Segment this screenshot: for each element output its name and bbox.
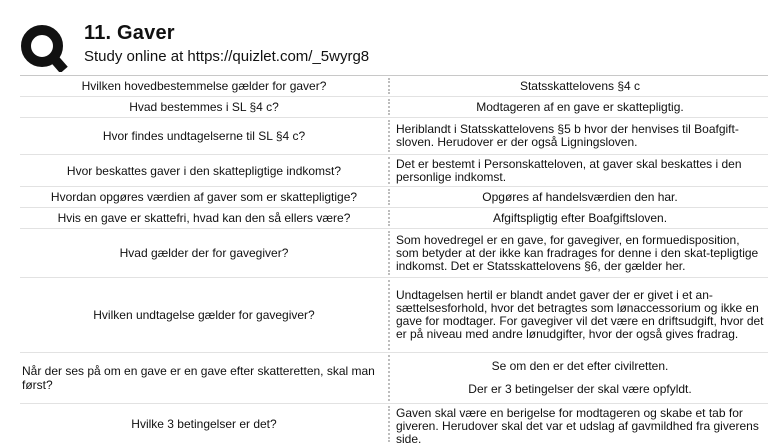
question-cell: Hvilke 3 betingelser er det? [131,417,277,431]
answer-cell: Det er bestemt i Personskatteloven, at gaver skal beskattes i den personlige indkomst. [396,156,742,184]
page-subtitle: Study online at https://quizlet.com/_5wyrg8 [84,48,370,65]
table-row [20,154,768,186]
flashcard-table [20,75,768,444]
question-cell: Hvad gælder der for gavegiver? [119,246,289,260]
question-cell: Hvor beskattes gaver i den skattepligtige indkomst? [66,163,342,178]
table-row [20,117,768,154]
question-cell: Hvilken hovedbestemmelse gælder for gaver? [81,79,327,93]
table-row [20,207,768,228]
answer-cell: Statsskattelovens §4 c [519,78,641,93]
quizlet-logo-icon [20,24,68,72]
table-row [20,228,768,277]
question-cell: Hvis en gave er skattefri, hvad kan den så ellers være? [57,211,351,225]
table-row [20,75,768,96]
answer-line: Der er 3 betingelser der skal være opfyldt. [468,382,692,396]
question-cell: Hvordan opgøres værdien af gaver som er skattepligtige? [50,190,358,204]
question-cell: Hvad bestemmes i SL §4 c? [129,100,279,114]
question-cell: Hvilken undtagelse gælder for gavegiver? [93,308,315,322]
table-row [20,352,768,403]
table-row [20,277,768,352]
table-row [20,403,768,444]
answer-cell: Undtagelsen hertil er blandt andet gaver der er givet i et an-sættelsesforhold, hvor det betragtes som lønaccessorium og ikke en gave for modtager. For gavegiver vil det være en driftsudgift, hvor det er på niveau med andre lønudgifter, hvor der også gives fradrag. [396,288,764,341]
table-row [20,96,768,117]
answer-cell: Gaven skal være en berigelse for modtageren og skabe et tab for giveren. Herudover skal det var et udslag af gavmildhed fra giverens side. [396,406,759,446]
answer-cell: Opgøres af handelsværdien den har. [482,189,678,204]
answer-cell: Modtageren af en gave er skattepligtig. [476,99,684,114]
header [0,0,784,74]
table-row [20,186,768,207]
answer-line: Se om den er det efter civilretten. [491,359,669,373]
answer-cell: Som hovedregel er en gave, for gavegiver, en formuedisposition, som betyder at der ikke kan fradrages for denne i den skat-tepligtige indkomst. Det er Statsskattelovens §6, der gælder her. [396,232,759,273]
question-cell: Hvor findes undtagelserne til SL §4 c? [102,129,306,143]
answer-cell: Heriblandt i Statsskattelovens §5 b hvor der henvises til Boafgift-sloven. Herudover er der også Ligningsloven. [396,122,739,149]
question-cell: Når der ses på om en gave er en gave efter skatteretten, skal man først? [22,364,375,392]
page-title: 11. Gaver [84,22,175,44]
answer-cell [390,353,768,403]
answer-cell: Afgiftspligtig efter Boafgiftsloven. [492,210,668,225]
